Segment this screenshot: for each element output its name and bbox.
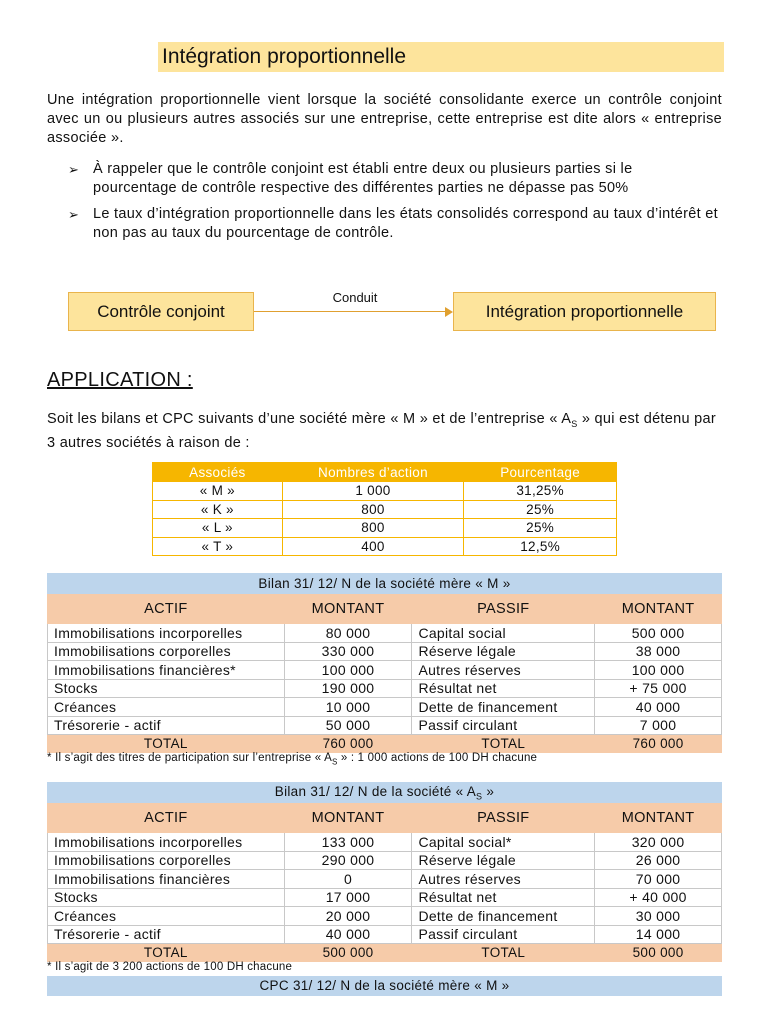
table-header-row xyxy=(153,463,617,482)
flow-box-integration: Intégration proportionnelle xyxy=(453,292,716,331)
table-total-row: TOTAL 500 000 TOTAL 500 000 xyxy=(48,944,722,962)
flow-label: Conduit xyxy=(332,290,378,305)
arrow-right-icon xyxy=(445,307,453,317)
table-row: « K » 800 25% xyxy=(153,500,617,519)
table-row: Immobilisations corporelles 330 000 Réserve légale 38 000 xyxy=(48,642,722,661)
application-text: Soit les bilans et CPC suivants d’une société mère « M » et de l’entreprise « $A_S$ » qui est détenu par 3 autres sociétés à raison de : xyxy=(47,411,717,451)
bilan-as-table xyxy=(47,782,722,962)
table-row: Stocks 190 000 Résultat net + 75 000 xyxy=(48,679,722,698)
table-row: Immobilisations financières 0 Autres réserves 70 000 xyxy=(48,870,722,889)
table-caption-row xyxy=(48,574,722,594)
bilan-m-footnote: * Il s’agit des titres de participation sur l’entreprise « $A_S$ » : 1 000 actions de 100 DH chacune xyxy=(47,752,538,767)
col-header: Nombres d’action xyxy=(282,463,464,482)
table-caption: Bilan 31/ 12/ N de la société « $A_S$ » xyxy=(48,783,722,803)
table-row: Trésorerie - actif 40 000 Passif circulant 14 000 xyxy=(48,925,722,944)
flow-box-controle-conjoint: Contrôle conjoint xyxy=(68,292,254,331)
table-header-row: ACTIF MONTANT PASSIF MONTANT xyxy=(48,803,722,833)
table-row: Immobilisations corporelles 290 000 Réserve légale 26 000 xyxy=(48,851,722,870)
table-header-row: ACTIF MONTANT PASSIF MONTANT xyxy=(48,594,722,624)
table-row: Créances 20 000 Dette de financement 30 000 xyxy=(48,907,722,926)
table-row: Immobilisations incorporelles 80 000 Capital social 500 000 xyxy=(48,624,722,643)
table-caption-row xyxy=(48,783,722,803)
application-heading: APPLICATION : xyxy=(47,369,193,391)
bullet-text: Le taux d’intégration proportionnelle dans les états consolidés correspond au taux d’intérêt et non pas au taux du pourcentage de contrôle. xyxy=(93,206,718,241)
bullet-item xyxy=(68,205,718,243)
table-caption: Bilan 31/ 12/ N de la société mère « M » xyxy=(48,574,722,594)
table-row: Trésorerie - actif 50 000 Passif circulant 7 000 xyxy=(48,716,722,735)
intro-paragraph: Une intégration proportionnelle vient lorsque la société consolidante exerce un contrôle conjoint avec un ou plusieurs autres associés sur une entreprise, cette entreprise est dite alors « entreprise associée ». xyxy=(47,92,722,146)
cpc-caption: CPC 31/ 12/ N de la société mère « M » xyxy=(47,976,722,996)
bilan-m-table xyxy=(47,573,722,753)
arrow-bullet-icon: ➢ xyxy=(68,162,80,177)
table-row: Immobilisations incorporelles 133 000 Capital social* 320 000 xyxy=(48,833,722,852)
bullet-list xyxy=(68,160,718,250)
page-title: Intégration proportionnelle xyxy=(158,42,724,72)
bullet-text: À rappeler que le contrôle conjoint est établi entre deux ou plusieurs parties si le pourcentage de contrôle respective des différentes parties ne dépasse pas 50% xyxy=(93,161,633,196)
table-row: Immobilisations financières* 100 000 Autres réserves 100 000 xyxy=(48,661,722,680)
col-header: Pourcentage xyxy=(464,463,617,482)
table-row: « M » 1 000 31,25% xyxy=(153,482,617,501)
associes-table xyxy=(152,462,617,556)
table-row: Créances 10 000 Dette de financement 40 000 xyxy=(48,698,722,717)
table-row: « L » 800 25% xyxy=(153,519,617,538)
flow-arrow-line xyxy=(254,311,446,312)
table-row: Stocks 17 000 Résultat net + 40 000 xyxy=(48,888,722,907)
table-total-row: TOTAL 760 000 TOTAL 760 000 xyxy=(48,735,722,753)
bullet-item xyxy=(68,160,718,198)
bilan-as-footnote: * Il s’agit de 3 200 actions de 100 DH chacune xyxy=(47,961,293,973)
col-header: Associés xyxy=(153,463,283,482)
table-row: « T » 400 12,5% xyxy=(153,537,617,556)
arrow-bullet-icon: ➢ xyxy=(68,207,80,222)
